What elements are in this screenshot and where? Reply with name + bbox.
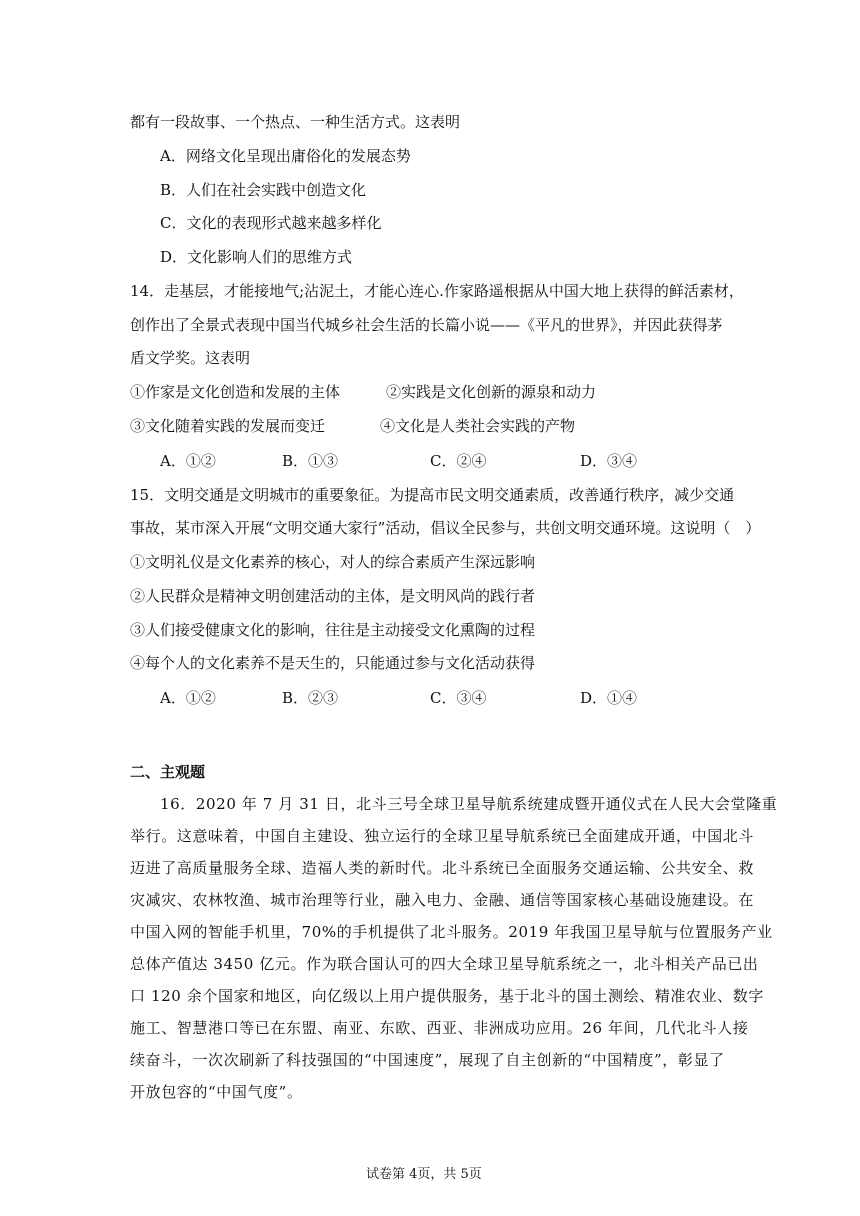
q16-line-5: 中国入网的智能手机里，70%的手机提供了北斗服务。2019 年我国卫星导航与位置服务产业 [130, 923, 773, 941]
page-footer: 试卷第 4页，共 5页 [366, 1167, 482, 1182]
q15-line-1: 15．文明交通是文明城市的重要象征。为提高市民文明交通素质，改善通行秩序，减少交通 [130, 486, 735, 504]
q14-statement-3: ③文化随着实践的发展而变迁 [130, 417, 326, 435]
q14-line-3: 盾文学奖。这表明 [130, 349, 251, 367]
q14-option-a: A．①② [160, 452, 216, 470]
q14-option-c: C．②④ [430, 452, 487, 470]
q16-line-9: 续奋斗，一次次刷新了科技强国的“中国速度”，展现了自主创新的“中国精度”，彰显了 [130, 1051, 725, 1069]
q14-statement-1: ①作家是文化创造和发展的主体 [130, 383, 341, 401]
q15-option-a: A．①② [160, 689, 216, 707]
q14-option-d: D．③④ [580, 452, 638, 470]
q14-statement-2: ②实践是文化创新的源泉和动力 [386, 383, 597, 401]
q16-line-7: 口 120 余个国家和地区，向亿级以上用户提供服务，基于北斗的国土测绘、精准农业、数字 [130, 987, 764, 1005]
section-heading: 二、主观题 [130, 763, 206, 781]
q15-statement-2: ②人民群众是精神文明创建活动的主体，是文明风尚的践行者 [130, 587, 536, 605]
q14-option-b: B．①③ [282, 452, 339, 470]
q15-statement-3: ③人们接受健康文化的影响，往往是主动接受文化熏陶的过程 [130, 621, 536, 639]
q16-line-4: 灾减灾、农林牧渔、城市治理等行业，融入电力、金融、通信等国家核心基础设施建设。在 [130, 891, 755, 909]
q15-statement-1: ①文明礼仪是文化素养的核心，对人的综合素质产生深远影响 [130, 553, 536, 571]
q13-option-a: A．网络文化呈现出庸俗化的发展态势 [160, 147, 411, 165]
q15-option-b: B．②③ [282, 689, 339, 707]
q14-line-2: 创作出了全景式表现中国当代城乡社会生活的长篇小说——《平凡的世界》，并因此获得茅 [130, 316, 723, 334]
q13-tail: 都有一段故事、一个热点、一种生活方式。这表明 [130, 113, 461, 131]
q15-line-2: 事故，某市深入开展“文明交通大家行”活动，倡议全民参与，共创文明交通环境。这说明（ ） [130, 519, 761, 537]
q16-line-2: 举行。这意味着，中国自主建设、独立运行的全球卫星导航系统已全面建成开通，中国北斗 [130, 827, 755, 845]
q15-option-c: C．③④ [430, 689, 487, 707]
q13-option-b: B．人们在社会实践中创造文化 [160, 181, 367, 199]
q16-line-10: 开放包容的“中国气度”。 [130, 1083, 303, 1101]
q13-option-d: D．文化影响人们的思维方式 [160, 248, 353, 266]
q16-line-8: 施工、智慧港口等已在东盟、南亚、东欧、西亚、非洲成功应用。26 年间，几代北斗人接 [130, 1019, 749, 1037]
q14-line-1: 14．走基层，才能接地气;沾泥土，才能心连心.作家路遥根据从中国大地上获得的鲜活素材， [130, 282, 744, 300]
q16-line-1: 16．2020 年 7 月 31 日，北斗三号全球卫星导航系统建成暨开通仪式在人民大会堂隆重 [160, 795, 778, 813]
q16-line-3: 迈进了高质量服务全球、造福人类的新时代。北斗系统已全面服务交通运输、公共安全、救 [130, 859, 755, 877]
q13-option-c: C．文化的表现形式越来越多样化 [160, 214, 382, 232]
q16-line-6: 总体产值达 3450 亿元。作为联合国认可的四大全球卫星导航系统之一，北斗相关产品已出 [130, 955, 759, 973]
q15-statement-4: ④每个人的文化素养不是天生的，只能通过参与文化活动获得 [130, 654, 536, 672]
q14-statement-4: ④文化是人类社会实践的产物 [380, 417, 576, 435]
q15-option-d: D．①④ [580, 689, 638, 707]
